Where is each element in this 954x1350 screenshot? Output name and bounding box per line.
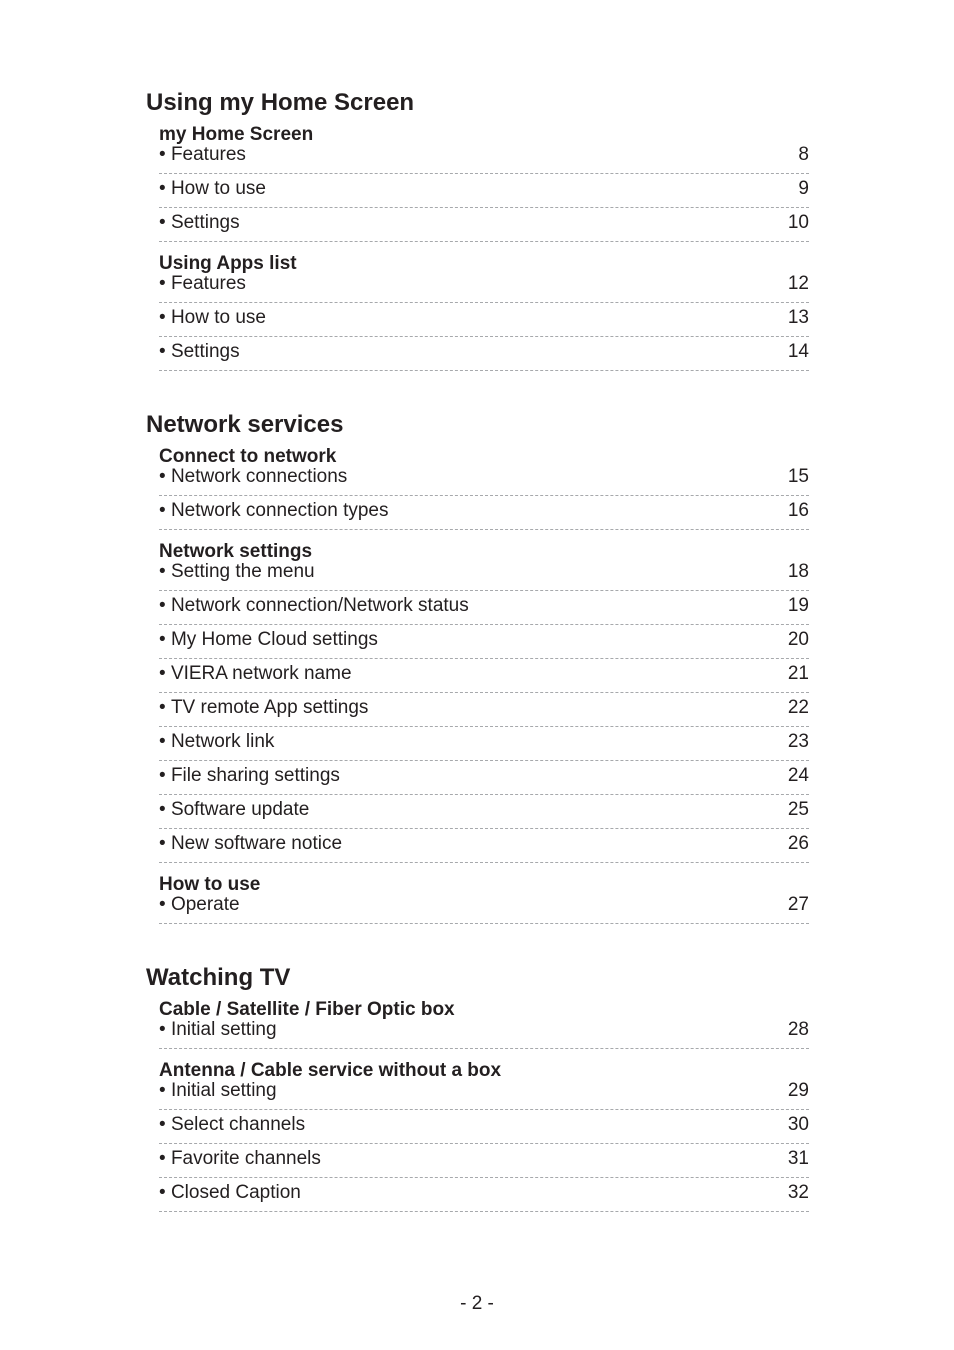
entry-label: • Features (159, 272, 246, 296)
entry-label: • Features (159, 143, 246, 167)
toc-section (146, 962, 809, 1212)
entry-label: • Setting the menu (159, 560, 315, 584)
entry-page-number: 16 (787, 500, 809, 521)
entry-label: • Settings (159, 340, 240, 364)
entry-label: • Settings (159, 211, 240, 235)
entry-page-number: 29 (787, 1080, 809, 1101)
entry-page-number: 12 (787, 273, 809, 294)
subsection-title: Connect to network (159, 446, 337, 467)
toc-entry-link[interactable] (159, 174, 809, 208)
toc-entry-link[interactable] (159, 625, 809, 659)
entry-label: • Initial setting (159, 1079, 277, 1103)
entry-label: • New software notice (159, 832, 342, 856)
toc-entry-link[interactable] (159, 496, 809, 530)
entry-page-number: 26 (787, 833, 809, 854)
toc-section (146, 87, 809, 371)
entry-page-number: 25 (787, 799, 809, 820)
entry-label: • Select channels (159, 1113, 305, 1137)
toc-entry-link[interactable] (159, 693, 809, 727)
entry-page-number: 14 (787, 341, 809, 362)
toc-entry-link[interactable] (159, 144, 809, 174)
entry-label: • TV remote App settings (159, 696, 368, 720)
entry-label: • Network connection types (159, 499, 389, 523)
entry-page-number: 18 (787, 561, 809, 582)
toc-entry-link[interactable] (159, 591, 809, 625)
entry-label: • Closed Caption (159, 1181, 301, 1205)
entry-label: • File sharing settings (159, 764, 340, 788)
toc-subsection (159, 540, 809, 863)
toc-entry-link[interactable] (159, 894, 809, 924)
entry-page-number: 23 (787, 731, 809, 752)
table-of-contents (146, 87, 809, 1250)
toc-entry-link[interactable] (159, 303, 809, 337)
toc-subsection (159, 252, 809, 371)
entry-page-number: 9 (798, 178, 809, 199)
section-title: Network services (146, 411, 344, 438)
entry-label: • Favorite channels (159, 1147, 321, 1171)
entry-page-number: 15 (787, 466, 809, 487)
entry-label: • Software update (159, 798, 309, 822)
toc-entry-link[interactable] (159, 273, 809, 303)
entry-page-number: 32 (787, 1182, 809, 1203)
entry-label: • Initial setting (159, 1018, 277, 1042)
entry-label: • Network connection/Network status (159, 594, 469, 618)
entry-page-number: 30 (787, 1114, 809, 1135)
toc-entry-link[interactable] (159, 1144, 809, 1178)
toc-entry-link[interactable] (159, 829, 809, 863)
toc-subsection (159, 1059, 809, 1212)
toc-entry-link[interactable] (159, 1080, 809, 1110)
toc-entry-link[interactable] (159, 1110, 809, 1144)
toc-subsection (159, 445, 809, 530)
entry-page-number: 27 (787, 894, 809, 915)
entry-page-number: 28 (787, 1019, 809, 1040)
entry-label: • How to use (159, 306, 266, 330)
entry-label: • Operate (159, 893, 240, 917)
subsection-title: my Home Screen (159, 124, 314, 145)
toc-subsection (159, 873, 809, 924)
toc-entry-link[interactable] (159, 466, 809, 496)
entry-page-number: 20 (787, 629, 809, 650)
subsection-title: Antenna / Cable service without a box (159, 1060, 502, 1081)
subsection-title: Using Apps list (159, 253, 297, 274)
toc-entry-link[interactable] (159, 761, 809, 795)
entry-label: • My Home Cloud settings (159, 628, 378, 652)
subsection-title: Network settings (159, 541, 313, 562)
section-title: Using my Home Screen (146, 89, 415, 116)
toc-entry-link[interactable] (159, 727, 809, 761)
page-number: - 2 - (460, 1293, 494, 1314)
entry-label: • How to use (159, 177, 266, 201)
entry-label: • VIERA network name (159, 662, 352, 686)
entry-page-number: 13 (787, 307, 809, 328)
entry-page-number: 21 (787, 663, 809, 684)
entry-page-number: 8 (798, 144, 809, 165)
toc-entry-link[interactable] (159, 337, 809, 371)
subsection-title: How to use (159, 874, 261, 895)
toc-subsection (159, 998, 809, 1049)
section-title: Watching TV (146, 964, 291, 991)
toc-entry-link[interactable] (159, 1178, 809, 1212)
entry-label: • Network link (159, 730, 274, 754)
entry-page-number: 31 (787, 1148, 809, 1169)
toc-entry-link[interactable] (159, 208, 809, 242)
toc-subsection (159, 123, 809, 242)
toc-section (146, 409, 809, 924)
toc-entry-link[interactable] (159, 561, 809, 591)
toc-entry-link[interactable] (159, 1019, 809, 1049)
entry-page-number: 10 (787, 212, 809, 233)
entry-page-number: 22 (787, 697, 809, 718)
toc-entry-link[interactable] (159, 659, 809, 693)
toc-entry-link[interactable] (159, 795, 809, 829)
subsection-title: Cable / Satellite / Fiber Optic box (159, 999, 455, 1020)
entry-page-number: 19 (787, 595, 809, 616)
entry-page-number: 24 (787, 765, 809, 786)
entry-label: • Network connections (159, 465, 347, 489)
